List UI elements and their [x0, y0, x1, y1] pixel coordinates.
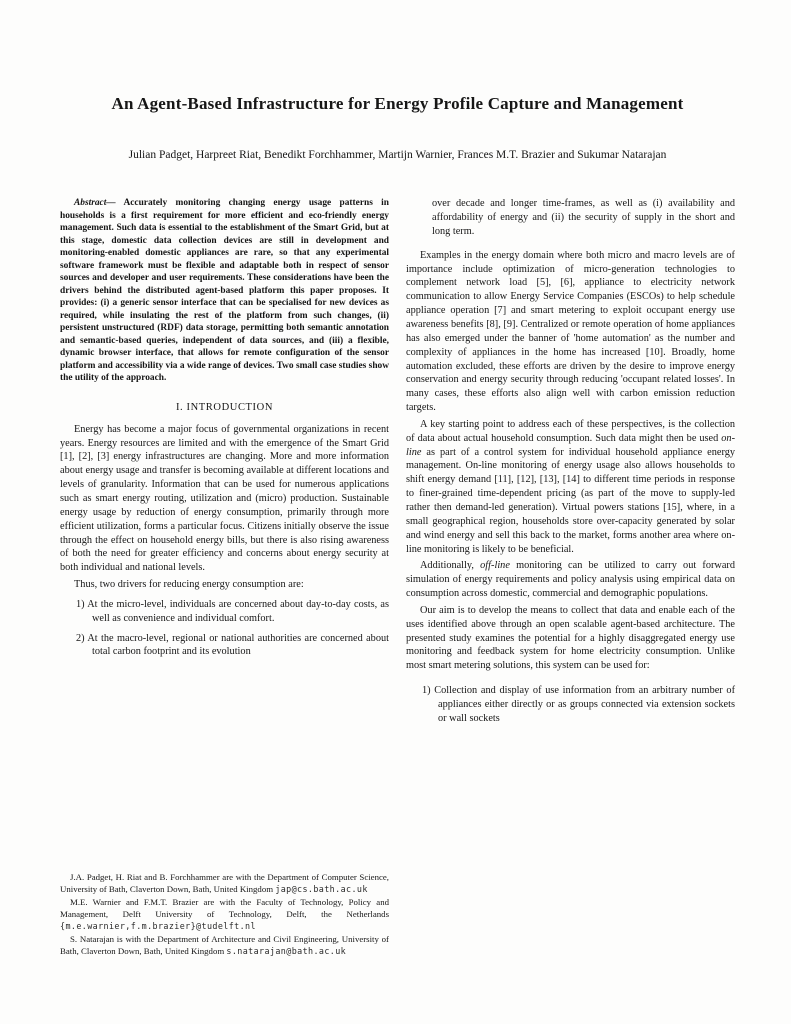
right-list-item-1: [406, 684, 735, 726]
intro-paragraph-4: [406, 418, 735, 556]
footnote-1-email: jap@cs.bath.ac.uk: [275, 884, 368, 895]
footnote-2: [60, 896, 389, 933]
list-item-1: [60, 598, 389, 626]
footnote-2-email: {m.e.warnier,f.m.brazier}@tudelft.nl: [60, 920, 256, 931]
list-item-2-text: At the macro-level, regional or national authorities are concerned about total carbon footprint and its evolution: [84, 632, 389, 658]
footnote-3-text: S. Natarajan is with the Department of Architecture and Civil Engineering, University of Bath, Claverton Down, Bath, United Kingdom: [60, 933, 389, 956]
intro-paragraph-1: Energy has become a major focus of governmental organizations in recent years. Energy resources are limited and with the emergence of the Smart Grid [1], [2], [3] energy infrastructures are changing. More and more information about energy usage and transfer is becoming available at different locations and levels of granularity. Information that can be used for numerous applications such as smart energy routing, utilization and (micro) production. Sustainable energy usage by reduction of energy consumption, primarily through more efficient utilization, forms a particular focus. Citizens initially observe the issue through the effect on household energy bills, but there is also rising awareness of both the need for greater efficiency and concerns about energy security at both individual and national levels.: [60, 423, 389, 574]
left-column: [60, 197, 389, 957]
paragraph-4-start: A key starting point to address each of these perspectives, is the collection of data about actual household consumption. Such data might then be used: [406, 418, 735, 444]
footnotes: [60, 857, 389, 957]
paragraph-5-start: Additionally,: [420, 560, 481, 572]
footnote-1: [60, 871, 389, 896]
intro-paragraph-6: Our aim is to develop the means to collect that data and enable each of the uses identified above through an open scalable agent-based architecture. The presented study examines the potential for a highly disaggregated energy use monitoring and feedback system for home electricity consumption. Unlike most smart metering solutions, this system can be used for:: [406, 604, 735, 672]
list-item-1-number: 1): [76, 598, 85, 610]
right-list-item-1-number: 1): [422, 685, 431, 697]
paragraph-5-end: monitoring can be utilized to carry out forward simulation of energy requirements and policy analysis using empirical data on consumption across domestic, commercial and demographic populations.: [406, 560, 735, 600]
right-list-item-1-text: Collection and display of use information from an arbitrary number of appliances either directly or as groups connected via extension sockets or wall sockets: [430, 685, 735, 724]
intro-paragraph-5: [406, 559, 735, 601]
footnote-3: [60, 933, 389, 958]
right-column: [406, 197, 735, 957]
paragraph-4-end: as part of a control system for individual household appliance energy management. On-line monitoring of energy usage also allows households to shift energy demand [11], [12], [13], [14] to different time periods in response to finer-grained time-dependent pricing (as part of the move to supply-led rather then demand-led generation). Virtual powers stations [15], where, in a small geographical region, households store over-capacity generated by solar and wind energy and sell this back to the market, forms another area where on-line monitoring is likely to be beneficial.: [406, 446, 735, 555]
section-heading-introduction: I. INTRODUCTION: [175, 401, 274, 413]
intro-paragraph-2: Thus, two drivers for reducing energy consumption are:: [74, 579, 304, 591]
footnote-2-text: M.E. Warnier and F.M.T. Brazier are with the Faculty of Technology, Policy and Management, Delft University of Technology, Delft, the Netherlands: [60, 896, 389, 919]
paper-title: An Agent-Based Infrastructure for Energy Profile Capture and Management: [111, 94, 684, 113]
list-item-2-number: 2): [76, 632, 85, 644]
paragraph-5-italic-offline: off-line: [480, 560, 510, 572]
footnote-3-email: s.natarajan@bath.ac.uk: [226, 945, 347, 956]
footnote-1-text: J.A. Padget, H. Riat and B. Forchhammer are with the Department of Computer Science, University of Bath, Claverton Down, Bath, United Kingdom: [60, 871, 389, 895]
list-item-1-text: At the micro-level, individuals are concerned about day-to-day costs, as well as convenience and individual comfort.: [84, 598, 389, 624]
list-item-2-continuation: over decade and longer time-frames, as well as (i) availability and affordability of energy and (ii) the security of supply in the short and long term.: [432, 198, 735, 237]
paper-authors: Julian Padget, Harpreet Riat, Benedikt Forchhammer, Martijn Warnier, Frances M.T. Brazier and Sukumar Natarajan: [128, 149, 667, 162]
abstract: [60, 197, 389, 385]
abstract-text: Accurately monitoring changing energy usage patterns in households is a first requirement for more efficient and eco-friendly energy management. Such data is essential to the establishment of the Smart Grid, but at this stage, domestic data collection devices are still in development and monitoring-enabled domestic appliances are rare, so that any experimental software framework must be flexible and adaptable both in respect of sensor sources and developer and user requirements. These considerations have been the drivers behind the distributed agent-based platform this paper proposes. It provides: (i) a generic sensor interface that can be specialised for new devices as required, while insulating the rest of the platform from such changes, (ii) persistent unstructured (RDF) data storage, permitting both semantic annotation and semantic-based queries, independent of data sources, and (iii) a flexible, dynamic browser interface, that allows for remote configuration of the sensor platform and accessibility via a wide range of devices. Two small case studies show the utility of the approach.: [60, 198, 389, 384]
abstract-label: Abstract—: [74, 198, 116, 209]
intro-paragraph-3: Examples in the energy domain where both micro and macro levels are of importance include optimization of micro-generation technologies to complement network load [5], [6], appliance to electricity network communication to allow Energy Service Companies (ESCOs) to help schedule appliance operation [7] and smart metering to exploit occupant energy use awareness benefits [8], [9]. Centralized or remote operation of home appliances has also emerged under the banner of 'home automation' as the number and complexity of appliances in the home has increased [10]. Broadly, home automation excluded, these efforts are driven by the desire to improve energy conservation and energy security through reducing 'occupant related losses'. In many cases, these efforts also align well with carbon emission reduction targets.: [406, 249, 735, 414]
two-column-body: [60, 197, 735, 957]
paragraph-4-italic-online: on-line: [406, 432, 735, 458]
list-item-2: [60, 632, 389, 660]
